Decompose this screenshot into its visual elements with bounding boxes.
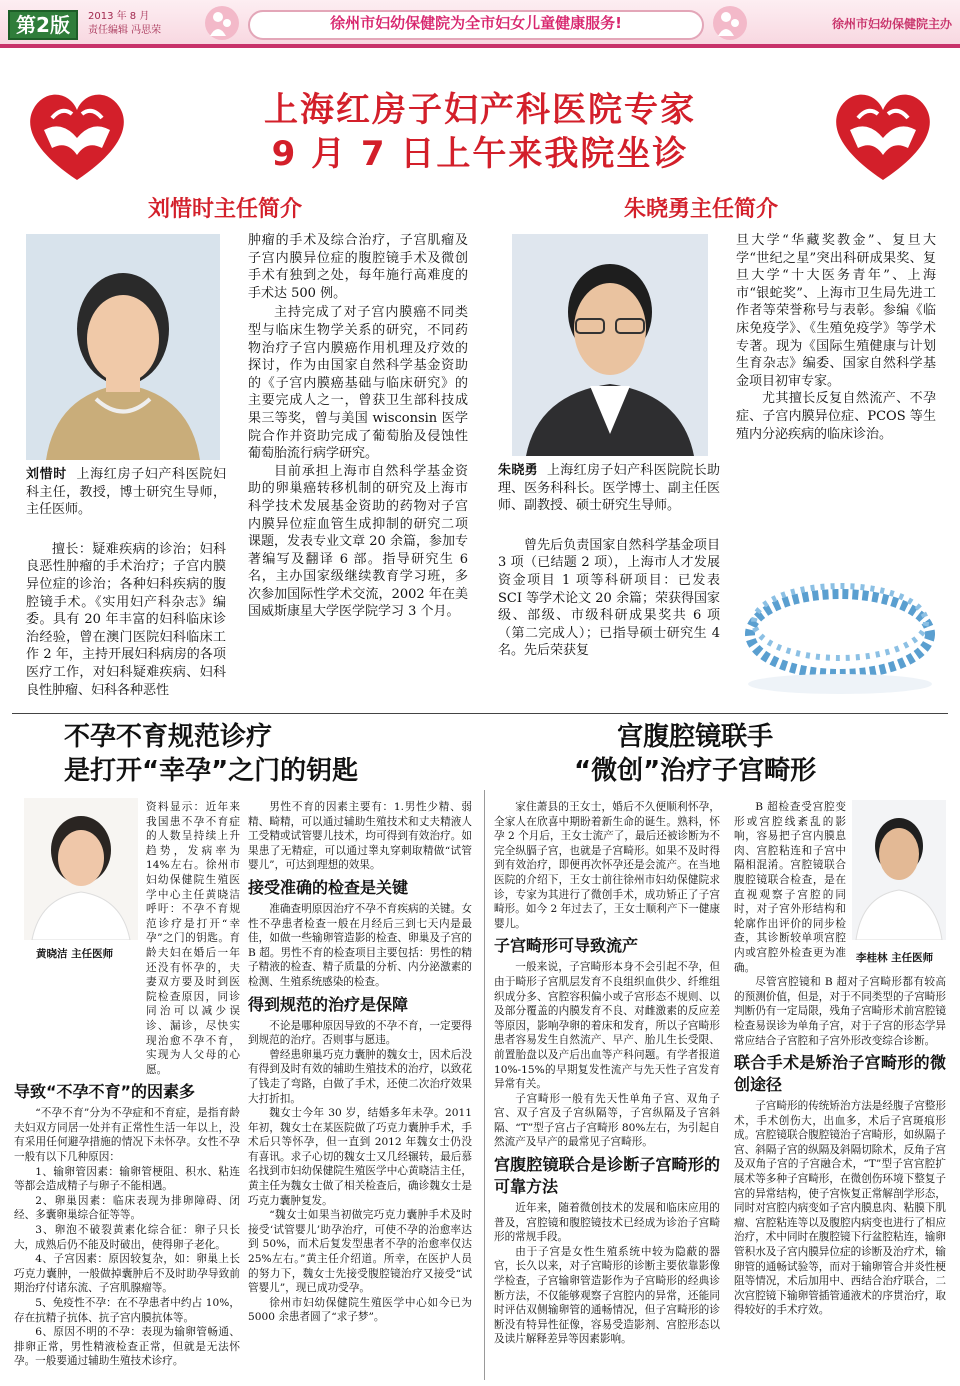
header-meta <box>88 10 161 38</box>
zhu-intro: 上海红房子妇产科医院院长助理、医务科科长。医学博士、副主任医师、副教授、硕士研究生导师。 <box>498 463 720 514</box>
article2-cause-2: 子宫畸形一般有先天性单角子宫、双角子宫、双子宫及子宫纵隔等，子宫纵隔及子宫斜隔、“T”型子宫占子宫畸形 80%左右，为引起自然流产及早产的最常见子宫畸形。 <box>494 1092 720 1149</box>
article1-headline-line2: 是打开“幸孕”之门的钥匙 <box>64 756 359 786</box>
header-slogan: 徐州市妇幼保健院为全市妇女儿童健康服务! <box>330 14 622 32</box>
zhu-portrait-photo <box>512 234 708 456</box>
zhu-portrait-image <box>512 234 708 456</box>
article2-surgery: 子宫畸形的传统矫治方法是经腹子宫整形术，手术创伤大，出血多，术后子宫斑痕形成。宫腔镜联合腹腔镜治子宫畸形，如纵隔子宫、斜隔子宫的纵隔及斜隔切除术，反角子宫及双角子宫的子宫融合术，“T”型子宫宫腔扩展术等多种子宫畸形，在微创伤环境下整复子宫的异常结构，使子宫恢复正常解剖学形态，同时对宫腔内病变如子宫内膜息肉、粘膜下肌瘤、宫腔粘连等以及腹腔内病变也进行了相应治疗，术中同时在腹腔镜下行盆腔粘连，输卵管积水及子宫内膜异位症的诊断及治疗术，输卵管的通畅试验等，而对于输卵管合并炎性梗阻等情况，术后加用中、西结合治疗联合，二次宫腔镜下输卵管插管通液术的序贯治疗，取得较好的手术疗效。 <box>734 1100 946 1317</box>
article1-col2 <box>248 800 472 1325</box>
article1-subhead-3: 得到规范的治疗是保障 <box>248 994 409 1014</box>
issue-date: 2013 年 8 月 <box>88 11 150 22</box>
mother-child-icon <box>712 4 748 42</box>
liu-paragraph-4: 目前承担上海市自然科学基金资助的卵巢癌转移机制的研究及上海市科学技术发展基金资助的药物对子宫内膜异位症血管生成抑制的研究二项课题，发表专业文章 20 余篇，参加专著编写及翻译 6 部。指导研究生 6 名，主办国家级继续教育学习班，多次参加国际性学术交流，2002 年在美国威斯康星大学医学院学习 3 个月。 <box>248 463 468 620</box>
article1-factor-5: 5、免疫性不孕：在不孕患者中约占 10%，存在抗精子抗体、抗子宫内膜抗体等。 <box>14 1297 240 1324</box>
article1-headline <box>64 720 358 788</box>
zhu-bio-right <box>736 232 936 443</box>
article2-headline-line1: 宫腹腔镜联手 <box>617 722 774 752</box>
article1-treatment-3: 魏女士今年 30 岁，结婚多年未孕。2011 年初，魏女士在某医院做了巧克力囊肿手术，手术后只等怀孕，但一直到 2012 年魏女士仍没有喜讯。求子心切的魏女士又几经辗转，最后慕名找到市妇幼保健院生殖医学中心黄晓洁主任，黄主任为魏女士做了相关检查后，确诊魏女士是巧克力囊肿复发。 <box>248 1107 472 1207</box>
article2-subhead-3: 联合手术是矫治子宫畸形的微创途径 <box>734 1053 946 1095</box>
article2-diagnosis-1: 近年来，随着微创技术的发展和临床应用的普及，宫腔镜和腹腔镜技术已经成为诊治子宫畸形的常规手段。 <box>494 1202 720 1244</box>
article1-treatment-4: “魏女士如果当初做完巧克力囊肿手术及时接受‘试管婴儿’助孕治疗，可使不孕的治愈率达到 50%，而术后复发型患者不孕的治愈率仅达 25%左右。”黄主任介绍道。所幸，在医护人员的努力下，魏女士先接受腹腔镜治疗又接受“试管婴儿”，现已成功受孕。 <box>248 1209 472 1295</box>
article2-col2 <box>734 800 946 1318</box>
article2-diagnosis-4: 尽管宫腔镜和 B 超对子宫畸形都有较高的预测价值，但是，对于不同类型的子宫畸形判断仍有一定局限，残角子宫畸形术前宫腔镜检查易误诊为单角子宫，对于子宫的形态学异常应结合子宫腔和子宫外形改变综合诊断。 <box>734 976 946 1047</box>
zhu-paragraph-3: 尤其擅长反复自然流产、不孕症、子宫内膜异位症、PCOS 等生殖内分泌疾病的临床诊治。 <box>736 391 936 442</box>
article1-factor-2: 2、卵巢因素：临床表现为排卵障碍、闭经、多囊卵巢综合征等等。 <box>14 1194 240 1222</box>
article2-subhead-1: 子宫畸形可导致流产 <box>494 936 639 956</box>
zhu-profile-heading: 朱晓勇主任简介 <box>624 197 779 222</box>
article2-diagnosis-3: B 超检查受宫腔变形或宫腔线紊乱的影响，容易把子宫内膜息肉、宫腔粘连和子宫中隔相混淆。宫腔镜联合腹腔镜联合检查，是在直视观察子宫腔的同时，对子宫外形结构和轮廓作出评价的同步检查，其诊断较单项宫腔内或宫腔外检查更为准确。 <box>734 801 846 974</box>
article2-col1 <box>494 800 720 1347</box>
article2-diagnosis-2: 由于子宫是女性生殖系统中较为隐蔽的器官，长久以来，对子宫畸形的诊断主要依靠影像学检查，子宫输卵管造影作为子宫畸形的经典诊断方法，不仅能够观察子宫腔内的异常，还能同时评估双侧输卵管的通畅情况，但子宫畸形的诊断没有特异性征像，容易受造影剂、宫腔形态以及读片解释差异等因素影响。 <box>494 1245 720 1346</box>
article1-subhead-2: 接受准确的检查是关键 <box>248 877 409 897</box>
heart-hands-logo-icon <box>828 80 938 190</box>
liu-paragraph-1: 擅长：疑难疾病的诊治；妇科良恶性肿瘤的手术治疗；子宫内膜异位症的诊治；各种妇科疾病的腹腔镜手术。《实用妇产科杂志》编委。具有 20 年丰富的妇科临床诊治经验，曾在澳门医院妇科临床工作 2 年，主持开展妇科病房的各项医疗工作，对妇科疑难疾病、妇科良性肿瘤、妇科各种恶性 <box>26 541 226 698</box>
zhu-paragraph-1: 曾先后负责国家自然科学基金项目 3 项（已结题 2 项），上海市人才发展资金项目 1 项等科研项目：已发表 SCI 等学术论文 20 余篇；荣获得国家级、部级、市级科研成果奖共 6 项（第二完成人）；已指导硕士研究生 4 名。先后荣获复 <box>498 537 720 659</box>
liu-portrait-photo <box>26 234 220 460</box>
header-slogan-box <box>248 10 704 40</box>
article1-factors-intro: “不孕不育”分为不孕症和不育症，是指育龄夫妇双方同居一处并有正常性生活一年以上，没有采用任何避孕措施的情况下未怀孕。女性不孕一般有以下几种原因： <box>14 1107 240 1164</box>
article1-headline-line1: 不孕不育规范诊疗 <box>64 722 273 752</box>
article1-treatment-1: 不论是哪种原因导致的不孕不育，一定要得到规范的治疗。否则事与愿违。 <box>248 1019 472 1047</box>
article1-subhead-1: 导致“不孕不育”的因素多 <box>14 1082 196 1102</box>
liu-name: 刘惜时 <box>26 467 67 482</box>
heart-hands-logo-icon <box>22 80 132 190</box>
article2-headline-line2: “微创”治疗子宫畸形 <box>574 756 817 786</box>
article1-lead: 资料显示：近年来我国患不孕不育症的人数呈持续上升趋势，发病率为 14%左右。徐州市妇幼保健院生殖医学中心主任黄晓洁呼吁：不孕不育规范诊疗是打开“幸孕”之门的钥匙。育龄夫妇在婚后一年还没有怀孕的，夫妻双方要及时到医院检查原因，同诊同治可以减少误诊、漏诊，尽快实现治愈不孕不育，实现为人父母的心愿。 <box>146 801 240 1076</box>
edition-badge: 第2版 <box>8 10 78 40</box>
li-caption: 李桂林 主任医师 <box>856 952 934 964</box>
liu-bio-left <box>26 466 226 699</box>
article1-factor-4: 4、子宫因素：原因较复杂，如：卵巢上长巧克力囊肿，一般做掉囊肿后不及时助孕导致前期治疗付诸东流、子宫肌腺瘤等。 <box>14 1253 240 1295</box>
page-header <box>0 0 960 48</box>
liu-paragraph-2: 肿瘤的手术及综合治疗，子宫肌瘤及子宫内膜异位症的腹腔镜手术及微创手术有独到之处，每年施行高难度的手术达 500 例。 <box>248 233 468 301</box>
article2-case: 家住萧县的王女士，婚后不久便顺利怀孕，全家人在欣喜中期盼着新生命的诞生。熟料，怀孕 2 个月后，王女士流产了，最后还被诊断为不完全纵膈子宫，也就是子宫畸形。如果不及时得到有效治疗，即便再次怀孕还是会流产。在当地医院的介绍下，王女士前往徐州市妇幼保健院求诊，专家为其进行了微创手术，成功矫正了子宫畸形。如今 2 年过去了，王女士顺利产下一健康婴儿。 <box>494 801 720 930</box>
article2-headline <box>574 720 816 788</box>
liu-bio-right <box>248 232 468 621</box>
zhu-bio-left <box>498 462 720 660</box>
article1-exam: 准确查明原因治疗不孕不育疾病的关键。女性不孕患者检查一般在月经后三到七天内是最佳，如做一些输卵管造影的检查、卵巢及子宫的 B 超。男性不育的检查项目主要包括：男性的精子精液的检查、精子质量的分析、内分泌激素的检测、生殖系统感染的检查。 <box>248 902 472 988</box>
liu-profile-heading: 刘惜时主任简介 <box>148 197 303 222</box>
article1-treatment-5: 徐州市妇幼保健院生殖医学中心如今已为 5000 余患者圆了“求子梦”。 <box>248 1296 472 1324</box>
main-headline-line1: 上海红房子妇产科医院专家 <box>264 90 696 130</box>
main-headline-line2: 9 月 7 日上午来我院坐诊 <box>271 134 689 174</box>
article1-factor-3: 3、卵泡不破裂黄素化综合征：卵子只长大，成熟后仍不能及时破出，使得卵子老化。 <box>14 1224 240 1251</box>
huang-caption: 黄晓洁 主任医师 <box>36 948 114 960</box>
section-divider <box>12 713 948 714</box>
article2-cause-1: 一般来说，子宫畸形本身不会引起不孕，但由于畸形子宫肌层发育不良组织血供少、纤维组织成分多、宫腔容积偏小或子宫形态不规则、以及部分覆盖的内膜发育不良、对雌激素的反应差等原因，影响孕卵的着床和发育，所以子宫畸形患者容易发生自然流产、早产、胎儿生长受限、前置胎盘以及产后出血等产科问题。有学者报道 10%-15%的早期复发性流产与先天性子宫发育异常有关。 <box>494 961 720 1091</box>
editor-credit: 责任编辑 冯思荣 <box>88 25 162 36</box>
zhu-name: 朱晓勇 <box>498 463 539 478</box>
article1-male-factors: 男性不育的因素主要有：1.男性少精、弱精、畸精，可以通过辅助生殖技术和丈夫精液人工受精或试管婴儿技术，均可得到有效治疗。如果患了无精症，可以通过睾丸穿刺取精做“试管婴儿”，可达到理想的效果。 <box>248 801 472 872</box>
article1-col1 <box>14 800 240 1369</box>
article2-subhead-2: 宫腹腔镜联合是诊断子宫畸形的可靠方法 <box>494 1155 720 1197</box>
main-headline <box>150 88 810 176</box>
article1-factor-1: 1、输卵管因素：输卵管梗阻、积水、粘连等都会造成精子与卵子不能相遇。 <box>14 1165 240 1193</box>
article1-factor-6: 6、原因不明的不孕：表现为输卵管畅通、排卵正常，男性精液检查正常，但就是无法怀孕。一般要通过辅助生殖技术诊疗。 <box>14 1326 240 1368</box>
liu-portrait-image <box>26 234 220 460</box>
header-sponsor: 徐州市妇幼保健院主办 <box>831 17 952 31</box>
liu-paragraph-3: 主持完成了对子宫内膜癌不同类型与临床生物学关系的研究，不同药物治疗子宫内膜癌作用机理及疗效的探讨，作为由国家自然科学基金资助的《子宫内膜癌基础与临床研究》的主要完成人之一，曾获卫生部科技成果三等奖，曾与美国 wisconsin 医学院合作并资助完成了葡萄胎及侵蚀性葡萄胎流行病学研究。 <box>248 305 468 462</box>
mother-child-icon <box>204 4 240 42</box>
article1-treatment-2: 曾经患卵巢巧克力囊肿的魏女士，因术后没有得到及时有效的辅助生殖技术的治疗，以致花了钱走了弯路，白做了手术，还使二次治疗效果大打折扣。 <box>248 1048 472 1105</box>
zhu-paragraph-2: 旦大学“华藏奖教金”、复旦大学“世纪之星”突出科研成果奖、复旦大学“十大医务青年”、上海市“银蛇奖”、上海市卫生局先进工作者等荣誉称号与表彰。参编《临床免疫学》、《生殖免疫学》等学术专著。现为《国际生殖健康与计划生育杂志》编委、国家自然科学基金项目初审专家。 <box>736 233 936 389</box>
people-circle-illustration <box>740 524 940 704</box>
column-divider <box>484 790 485 1380</box>
liu-intro: 上海红房子妇产科医院妇科主任，教授，博士研究生导师，主任医师。 <box>26 467 226 518</box>
